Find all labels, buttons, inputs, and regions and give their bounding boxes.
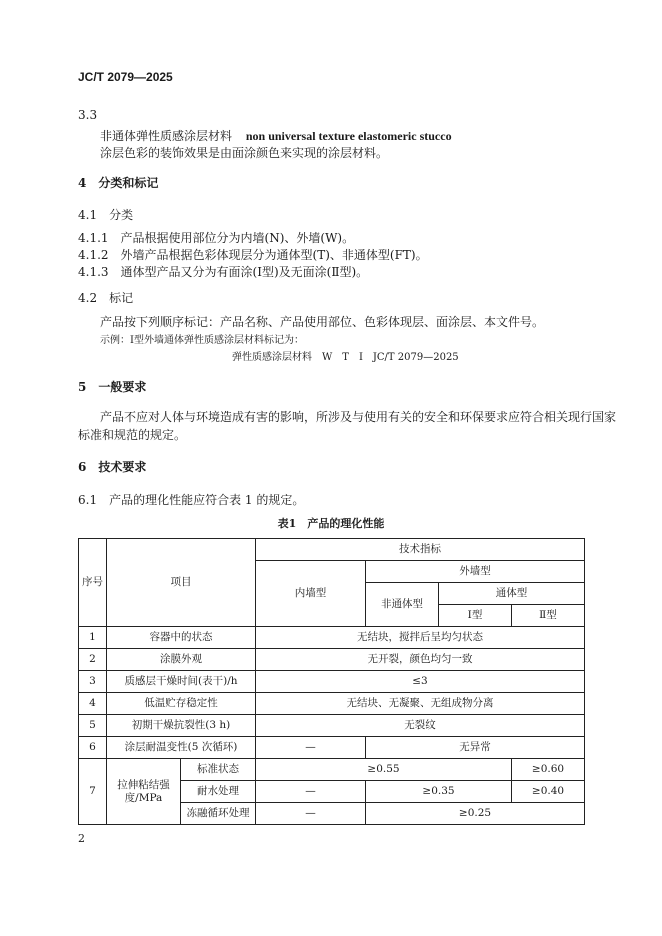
properties-table [78,538,585,825]
term-english: non universal texture elastomeric stucco [245,129,452,143]
header-through: 通体型 [439,583,585,605]
row-number: 1 [79,627,107,649]
row-value: ≥0.25 [366,803,585,825]
row-value-interior: — [256,803,366,825]
clause-4-1-1: 4.1.1 产品根据使用部位分为内墙(N)、外墙(W)。 [78,231,355,245]
table-caption: 表1 产品的理化性能 [277,517,385,530]
example-label: 示例：Ⅰ型外墙通体弹性质感涂层材料标记为： [100,335,304,346]
header-interior: 内墙型 [256,561,366,627]
row-item: 质感层干燥时间(表干)/h [107,671,256,693]
table-row [79,693,585,715]
table-header-row [79,539,585,561]
page-number: 2 [78,832,85,845]
row-value: 无结块、无凝聚、无组成物分离 [256,693,585,715]
sub-item: 标准状态 [181,759,256,781]
row-value-type2: ≥0.40 [512,781,585,803]
section-4-1-heading: 4.1 分类 [78,208,134,222]
row-value: ≥0.55 [256,759,512,781]
row-value-type2: ≥0.60 [512,759,585,781]
section-5-text-line-2: 标准和规范的规定。 [78,428,187,442]
row-value: ≤3 [256,671,585,693]
header-type1: Ⅰ型 [439,605,512,627]
sub-item: 耐水处理 [181,781,256,803]
row-number: 3 [79,671,107,693]
row-number: 5 [79,715,107,737]
row-item: 涂层耐温变性(5 次循环) [107,737,256,759]
row-value: ≥0.35 [366,781,512,803]
table-row [79,649,585,671]
term-line [100,127,452,144]
header-no: 序号 [79,539,107,627]
header-type2: Ⅱ型 [512,605,585,627]
row-item: 容器中的状态 [107,627,256,649]
section-5-text-line-1: 产品不应对人体与环境造成有害的影响，所涉及与使用有关的安全和环保要求应符合相关现行国家 [100,410,617,424]
header-non-through: 非通体型 [366,583,439,627]
row-number: 6 [79,737,107,759]
row-value-interior: — [256,781,366,803]
header-exterior: 外墙型 [366,561,585,583]
row-number: 2 [79,649,107,671]
section-3-3-number: 3.3 [78,108,98,122]
row-value: 无结块，搅拌后呈均匀状态 [256,627,585,649]
header-tech: 技术指标 [256,539,585,561]
example-mark: 弹性质感涂层材料 W T Ⅰ JC/T 2079—2025 [232,352,459,363]
row-item: 初期干燥抗裂性(3 h) [107,715,256,737]
table-row [79,759,585,781]
row-value: 无开裂，颜色均匀一致 [256,649,585,671]
row-item: 低温贮存稳定性 [107,693,256,715]
row-item: 拉伸粘结强度/MPa [107,759,181,825]
table-row [79,671,585,693]
section-5-heading: 5 一般要求 [78,380,147,394]
marking-order-text: 产品按下列顺序标记：产品名称、产品使用部位、色彩体现层、面涂层、本文件号。 [100,315,545,329]
row-item: 涂膜外观 [107,649,256,671]
term-chinese: 非通体弹性质感涂层材料 [100,129,233,143]
section-4-2-heading: 4.2 标记 [78,291,134,305]
row-value-interior: — [256,737,366,759]
clause-6-1: 6.1 产品的理化性能应符合表 1 的规定。 [78,493,305,507]
header-item: 项目 [107,539,256,627]
table-row [79,715,585,737]
clause-4-1-3: 4.1.3 通体型产品又分为有面涂(Ⅰ型)及无面涂(Ⅱ型)。 [78,265,369,279]
row-number: 4 [79,693,107,715]
section-4-heading: 4 分类和标记 [78,176,159,190]
table-row [79,627,585,649]
section-6-heading: 6 技术要求 [78,460,147,474]
term-definition: 涂层色彩的装饰效果是由面涂颜色来实现的涂层材料。 [100,146,389,160]
clause-4-1-2: 4.1.2 外墙产品根据色彩体现层分为通体型(T)、非通体型(FT)。 [78,248,428,262]
standard-code-header: JC/T 2079—2025 [78,70,173,84]
row-number: 7 [79,759,107,825]
sub-item: 冻融循环处理 [181,803,256,825]
row-value: 无裂纹 [256,715,585,737]
table-row [79,737,585,759]
row-value-exterior: 无异常 [366,737,585,759]
